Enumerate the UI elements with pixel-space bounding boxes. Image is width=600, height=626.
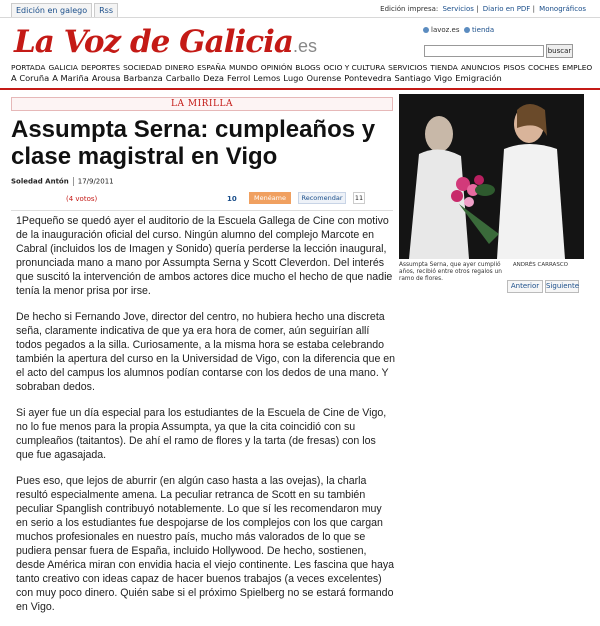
nav-section-item[interactable]: DINERO (164, 63, 194, 72)
nav-city-item[interactable]: Emigración (455, 73, 502, 83)
nav-city-item[interactable]: Santiago (394, 73, 432, 83)
logo-suffix: .es (293, 36, 318, 56)
print-edition-label: Edición impresa: (380, 5, 439, 13)
nav-city-item[interactable]: Pontevedra (344, 73, 392, 83)
nav-section-item[interactable]: SERVICIOS (388, 63, 428, 72)
search-input[interactable] (424, 45, 544, 57)
article-paragraph: 1Pequeño se quedó ayer el auditorio de la Escuela Gallega de Cine con motivo de la inauguración oficial del curso. Ningún alumno del complejo Marcote en Cabral (incluidos los de Imagen y Sonido) quería perderse la lección inaugural, pronunciada mano a mano por Assumpta Serna y Scott Cleverdon. Del interés que suscitó la intervención de ambos actores dice mucho el hecho de que nadie tenía la menor prisa por irse. (16, 215, 393, 297)
article-paragraph: Pues eso, que lejos de aburrir (en algún caso hasta a las ovejas), la charla resultó especialmente amena. La peculiar retranca de Scott en su también peculiar Spanglish contribuyó notablemente. Lo que sí les recomendaron muy en serio a los estudiantes fue despojarse de los complejos con los que cargan muchos profesionales en nuestro país, mucho más valorados de lo que se pudiera pensar fuera de España, incluido Hollywood. De hecho, sostienen, desde América miran con envidia hacia el viejo continente. Les fascina que haya tanto creativo con ideas capaz de hacer buenos trabajos (a veces excelentes) con muy poco dinero. Quién sabe si el próximo Spielberg no se estará formando en Vigo. (16, 475, 395, 613)
caption-text: Assumpta Serna, que ayer cumplió años, recibió entre otros regalos un ramo de flores. (399, 262, 502, 282)
nav-section-item[interactable]: BLOGS (295, 63, 321, 72)
byline-separator (73, 177, 74, 186)
nav-section-item[interactable]: OCIO Y CULTURA (323, 63, 386, 72)
lavoz-link[interactable]: lavoz.es (431, 26, 460, 34)
nav-city-item[interactable]: Barbanza (123, 73, 163, 83)
globe-icon (423, 27, 429, 33)
nav-section-item[interactable]: ANUNCIOS (460, 63, 501, 72)
nav-divider (0, 88, 600, 90)
city-nav (0, 73, 600, 87)
separator: | (476, 5, 479, 13)
photo-illustration (399, 94, 584, 259)
article-paragraph: De hecho si Fernando Jove, director del centro, no hubiera hecho una discreta seña, claramente indicativa de que ya era hora de comer, aún seguirían allí todos pegados a la silla. Curiosamente, a la misma hora se estaba celebrando también la apertura del curso en la Universidad de Vigo, con la diferencia que en el acto del campus los alumnos podían contarse con los dedos de una mano. Y sobraban dedos. (16, 311, 396, 393)
nav-section-item[interactable]: SOCIEDAD (123, 63, 162, 72)
header-links (423, 26, 494, 34)
article (11, 97, 393, 203)
nav-city-item[interactable]: Ferrol (227, 73, 251, 83)
nav-section-item[interactable]: DEPORTES (80, 63, 121, 72)
nav-section-item[interactable]: GALICIA (48, 63, 78, 72)
site-logo[interactable] (14, 24, 317, 60)
nav-section-item[interactable]: PORTADA (11, 63, 46, 72)
previous-button[interactable]: Anterior (507, 280, 543, 293)
search-button[interactable]: buscar (546, 44, 573, 58)
votes-count: (4 votos) (66, 195, 98, 203)
next-button[interactable]: Siguiente (545, 280, 579, 293)
recommend-button[interactable]: Recomendar (298, 192, 346, 204)
nav-city-item[interactable]: A Coruña (11, 73, 50, 83)
meneame-count: 10 (227, 195, 237, 203)
nav-city-item[interactable]: Lugo (283, 73, 304, 83)
nav-section-item[interactable]: PISOS (503, 63, 526, 72)
photo-caption (399, 262, 584, 282)
nav-city-item[interactable]: A Mariña (52, 73, 89, 83)
recommend-count: 11 (354, 194, 364, 202)
top-bar (0, 0, 600, 18)
meneame-button[interactable]: Menéame (249, 192, 291, 204)
separator: | (532, 5, 535, 13)
services-link[interactable]: Servicios (442, 5, 474, 13)
nav-section-item[interactable]: ESPAÑA (196, 63, 226, 72)
nav-section-item[interactable]: MUNDO (228, 63, 258, 72)
article-body (16, 214, 396, 626)
nav-section-item[interactable]: EMPLEO (562, 63, 593, 72)
nav-city-item[interactable]: Lemos (253, 73, 281, 83)
article-date: 17/9/2011 (77, 177, 114, 186)
nav-city-item[interactable]: Ourense (306, 73, 342, 83)
nav-section-item[interactable]: TIENDA (430, 63, 458, 72)
photo-credit: ANDRÉS CARRASCO (512, 262, 568, 268)
logo-text: La Voz de Galicia (14, 24, 293, 60)
cart-icon (464, 27, 470, 33)
byline (11, 177, 393, 186)
edition-galego-link[interactable]: Edición en galego (11, 3, 92, 17)
nav-city-item[interactable]: Vigo (434, 73, 453, 83)
rss-link[interactable]: Rss (94, 3, 118, 17)
nav-city-item[interactable]: Deza (203, 73, 224, 83)
tools-divider (11, 210, 393, 211)
section-nav (11, 63, 595, 72)
article-title: Assumpta Serna: cumpleaños y clase magistral en Vigo (11, 116, 376, 170)
pdf-link[interactable]: Diario en PDF (482, 5, 531, 13)
article-photo[interactable] (399, 94, 584, 259)
nav-section-item[interactable]: OPINIÓN (260, 63, 293, 72)
article-paragraph: Si ayer fue un día especial para los estudiantes de la Escuela de Cine de Vigo, no lo fue menos para la propia Assumpta, ya que la cita coincidió con su cumpleaños (taitantos). De ahí el ramo de flores y la tarta (de fresas) con los que fue agasajada. (16, 407, 387, 461)
photo-panel (399, 94, 584, 294)
author-name[interactable]: Soledad Antón (11, 177, 69, 186)
nav-city-item[interactable]: Arousa (91, 73, 121, 83)
print-edition-links (380, 5, 586, 13)
edition-tabs (11, 3, 120, 17)
article-tools (11, 191, 393, 207)
nav-city-item[interactable]: Carballo (165, 73, 201, 83)
monographs-link[interactable]: Monográficos (539, 5, 586, 13)
nav-section-item[interactable]: COCHES (528, 63, 560, 72)
section-label[interactable]: LA MIRILLA (11, 97, 393, 111)
tienda-link[interactable]: tienda (471, 26, 495, 34)
photo-pager (399, 280, 584, 294)
